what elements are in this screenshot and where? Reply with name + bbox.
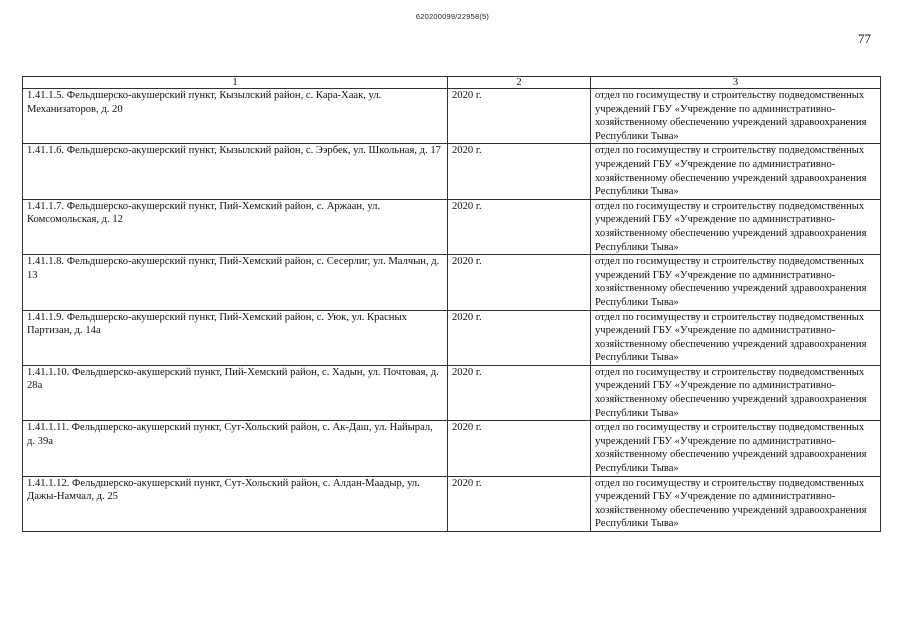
responsible-cell: отдел по госимуществу и строительству подведомственных учреждений ГБУ «Учреждение по административно-хозяйственному обеспечению учреждений здравоохранения Республики Тыва» — [591, 310, 881, 365]
page-number: 77 — [858, 31, 871, 46]
table-row — [23, 144, 881, 199]
table-row — [23, 199, 881, 254]
plan-table — [22, 76, 881, 532]
responsible-cell: отдел по госимуществу и строительству подведомственных учреждений ГБУ «Учреждение по административно-хозяйственному обеспечению учреждений здравоохранения Республики Тыва» — [591, 89, 881, 144]
responsible-cell: отдел по госимуществу и строительству подведомственных учреждений ГБУ «Учреждение по административно-хозяйственному обеспечению учреждений здравоохранения Республики Тыва» — [591, 476, 881, 531]
year-cell: 2020 г. — [448, 421, 591, 476]
item-cell: 1.41.1.5. Фельдшерско-акушерский пункт, Кызылский район, с. Кара-Хаак, ул. Механизаторов, д. 20 — [23, 89, 448, 144]
table-row — [23, 255, 881, 310]
item-cell: 1.41.1.8. Фельдшерско-акушерский пункт, Пий-Хемский район, с. Сесерлиг, ул. Малчын, д. 13 — [23, 255, 448, 310]
year-cell: 2020 г. — [448, 476, 591, 531]
column-header-3: 3 — [591, 77, 881, 89]
table-header-row — [23, 77, 881, 89]
year-cell: 2020 г. — [448, 255, 591, 310]
item-cell: 1.41.1.6. Фельдшерско-акушерский пункт, Кызылский район, с. Ээрбек, ул. Школьная, д. 17 — [23, 144, 448, 199]
item-cell: 1.41.1.10. Фельдшерско-акушерский пункт, Пий-Хемский район, с. Хадын, ул. Почтовая, д. 28а — [23, 365, 448, 420]
year-cell: 2020 г. — [448, 144, 591, 199]
responsible-cell: отдел по госимуществу и строительству подведомственных учреждений ГБУ «Учреждение по административно-хозяйственному обеспечению учреждений здравоохранения Республики Тыва» — [591, 255, 881, 310]
table-row — [23, 476, 881, 531]
year-cell: 2020 г. — [448, 199, 591, 254]
item-cell: 1.41.1.7. Фельдшерско-акушерский пункт, Пий-Хемский район, с. Аржаан, ул. Комсомольская, д. 12 — [23, 199, 448, 254]
table-row — [23, 365, 881, 420]
responsible-cell: отдел по госимуществу и строительству подведомственных учреждений ГБУ «Учреждение по административно-хозяйственному обеспечению учреждений здравоохранения Республики Тыва» — [591, 421, 881, 476]
document-id: 620200099/22958(5) — [415, 12, 490, 21]
item-cell: 1.41.1.11. Фельдшерско-акушерский пункт, Сут-Хольский район, с. Ак-Даш, ул. Найырал, д. 39а — [23, 421, 448, 476]
responsible-cell: отдел по госимуществу и строительству подведомственных учреждений ГБУ «Учреждение по административно-хозяйственному обеспечению учреждений здравоохранения Республики Тыва» — [591, 199, 881, 254]
year-cell: 2020 г. — [448, 89, 591, 144]
table-row — [23, 89, 881, 144]
year-cell: 2020 г. — [448, 310, 591, 365]
responsible-cell: отдел по госимуществу и строительству подведомственных учреждений ГБУ «Учреждение по административно-хозяйственному обеспечению учреждений здравоохранения Республики Тыва» — [591, 365, 881, 420]
year-cell: 2020 г. — [448, 365, 591, 420]
table-row — [23, 310, 881, 365]
item-cell: 1.41.1.9. Фельдшерско-акушерский пункт, Пий-Хемский район, с. Уюк, ул. Красных Партизан, д. 14а — [23, 310, 448, 365]
table-row — [23, 421, 881, 476]
column-header-1: 1 — [23, 77, 448, 89]
item-cell: 1.41.1.12. Фельдшерско-акушерский пункт, Сут-Хольский район, с. Алдан-Маадыр, ул. Дажы-Намчал, д. 25 — [23, 476, 448, 531]
responsible-cell: отдел по госимуществу и строительству подведомственных учреждений ГБУ «Учреждение по административно-хозяйственному обеспечению учреждений здравоохранения Республики Тыва» — [591, 144, 881, 199]
column-header-2: 2 — [448, 77, 591, 89]
